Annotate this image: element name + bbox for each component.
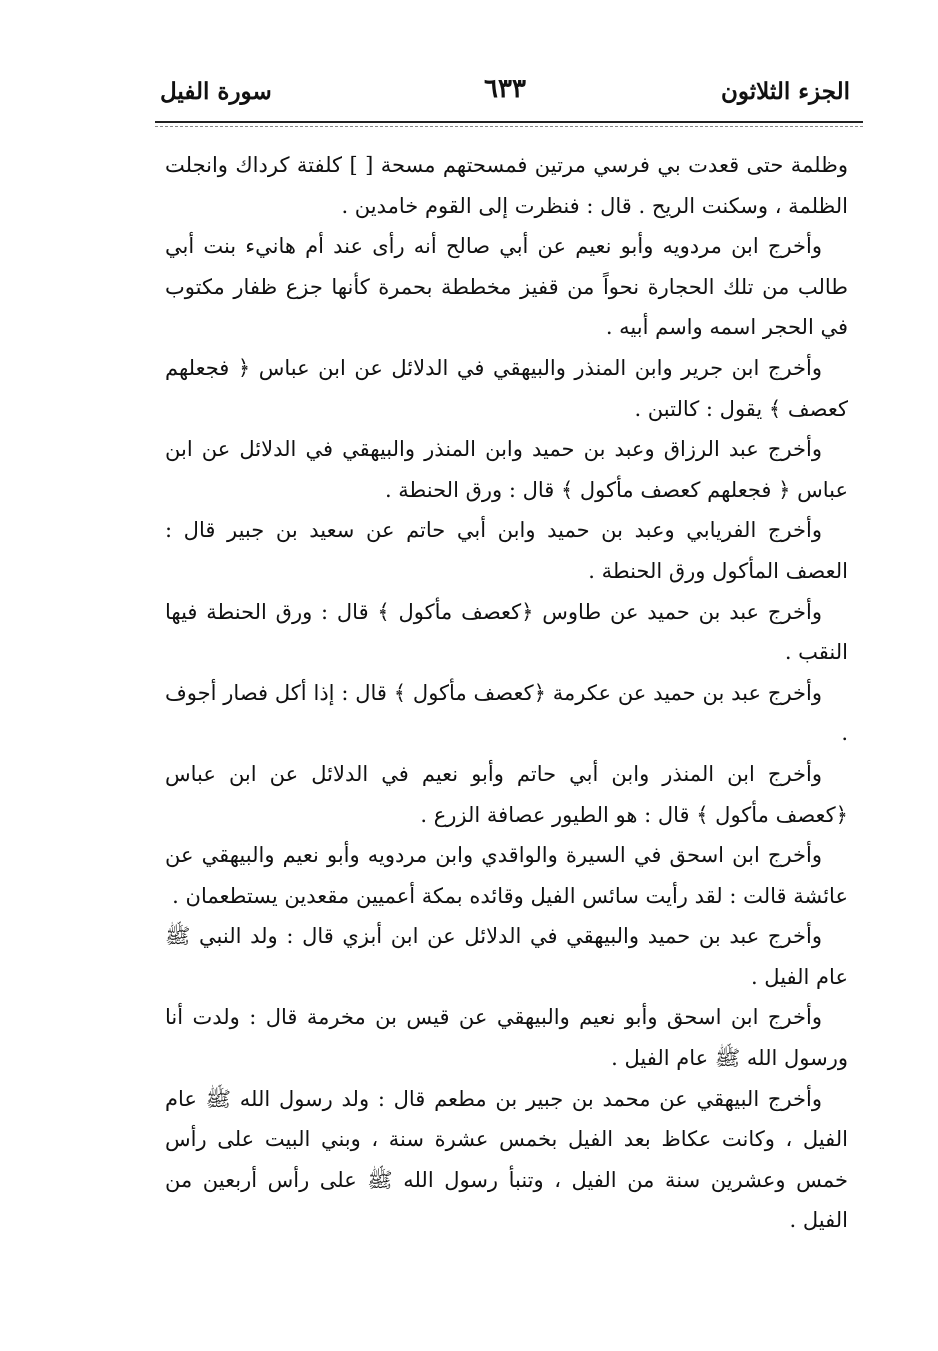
paragraph: وأخرج الفريابي وعبد بن حميد وابن أبي حاتم عن سعيد بن جبير قال : العصف المأكول ورق الحنطة . xyxy=(165,518,848,583)
paragraph: وأخرج البيهقي عن محمد بن جبير بن مطعم قال : ولد رسول الله ﷺ عام الفيل ، وكانت عكاظ بعد الفيل بخمس عشرة سنة ، وبني البيت على رأس خمس وعشرين سنة من الفيل ، وتنبأ رسول الله ﷺ على رأس أربعين من الفيل . xyxy=(165,1086,848,1233)
page-header xyxy=(160,70,850,118)
header-rule-dashed xyxy=(155,126,863,127)
paragraph: وأخرج عبد بن حميد والبيهقي في الدلائل عن ابن أبزي قال : ولد النبي ﷺ عام الفيل . xyxy=(165,924,848,989)
paragraph: وأخرج عبد بن حميد عن عكرمة ﴿كعصف مأكول ﴾ قال : إذا أكل فصار أجوف . xyxy=(165,680,848,746)
paragraph: وظلمة حتى قعدت بي فرسي مرتين فمسحتهم مسحة [ ] كلفتة كرداك وانجلت الظلمة ، وسكنت الريح . قال : فنظرت إلى القوم خامدين . xyxy=(165,153,848,218)
paragraph: وأخرج ابن اسحق في السيرة والواقدي وابن مردويه وأبو نعيم والبيهقي عن عائشة قالت : لقد رأيت سائس الفيل وقائده بمكة أعميين مقعدين يستطعمان . xyxy=(165,843,848,908)
surah-title: سورة الفيل xyxy=(160,78,272,105)
page-number: ٦٣٣ xyxy=(484,74,526,104)
paragraph: وأخرج عبد الرزاق وعبد بن حميد وابن المنذر والبيهقي في الدلائل عن ابن عباس ﴿ فجعلهم كعصف مأكول ﴾ قال : ورق الحنطة . xyxy=(165,437,848,502)
paragraph: وأخرج عبد بن حميد عن طاوس ﴿كعصف مأكول ﴾ قال : ورق الحنطة فيها النقب . xyxy=(165,599,848,665)
paragraph: وأخرج ابن مردويه وأبو نعيم عن أبي صالح أنه رأى عند أم هانيء بنت أبي طالب من تلك الحجارة نحواً من قفيز مخططة بحمرة كأنها جزع ظفار مكتوب في الحجر اسمه واسم أبيه . xyxy=(165,234,848,340)
header-rule xyxy=(155,121,863,123)
body-text xyxy=(165,145,848,1241)
part-title: الجزء الثلاثون xyxy=(721,78,850,105)
paragraph: وأخرج ابن المنذر وابن أبي حاتم وأبو نعيم في الدلائل عن ابن عباس ﴿كعصف مأكول ﴾ قال : هو الطيور عصافة الزرع . xyxy=(165,761,848,827)
paragraph: وأخرج ابن اسحق وأبو نعيم والبيهقي عن قيس بن مخرمة قال : ولدت أنا ورسول الله ﷺ عام الفيل . xyxy=(165,1005,848,1071)
paragraph: وأخرج ابن جرير وابن المنذر والبيهقي في الدلائل عن ابن عباس ﴿ فجعلهم كعصف ﴾ يقول : كالتبن . xyxy=(165,355,848,421)
